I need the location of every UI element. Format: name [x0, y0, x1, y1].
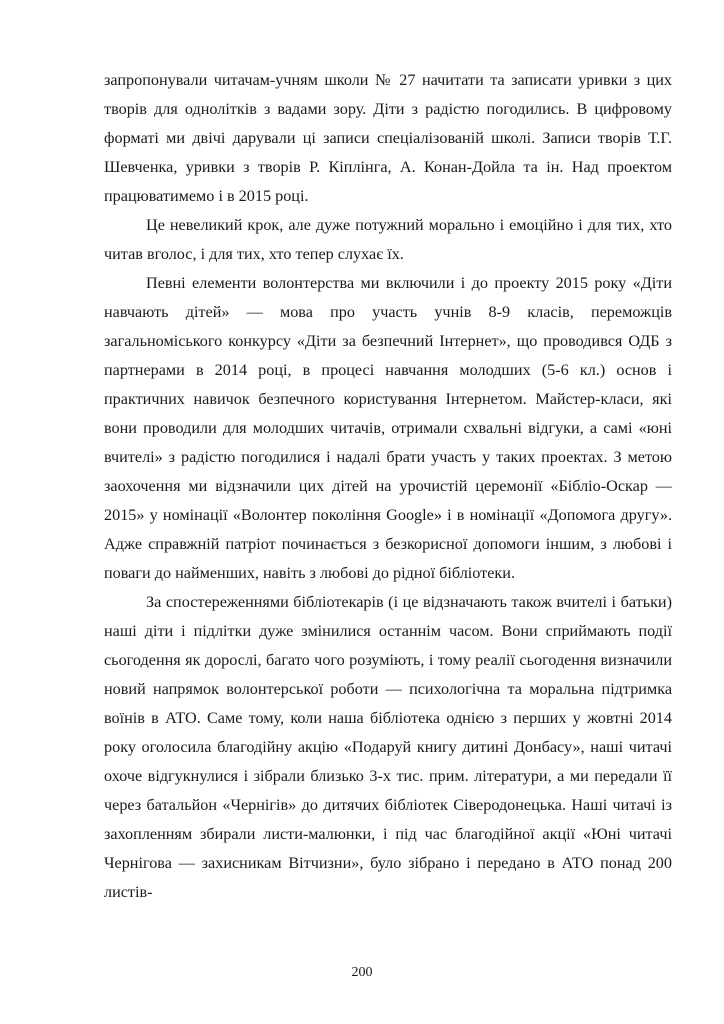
paragraph: Це невеликий крок, але дуже потужний морально і емоційно і для тих, хто читав вголос, і для тих, хто тепер слухає їх.	[104, 216, 672, 263]
document-page	[104, 66, 672, 907]
paragraph-continued: запропонували читачам-учням школи № 27 начитати та записати уривки з цих творів для однолітків з вадами зору. Діти з радістю погодились. В цифровому форматі ми двічі дарували ці записи спеціалізованій школі. Записи творів Т.Г. Шевченка, уривки з творів Р. Кіплінга, А. Конан-Дойла та ін. Над проектом працюватимемо і в 2015 році.	[104, 71, 672, 205]
paragraph: За спостереженнями бібліотекарів (і це відзначають також вчителі і батьки) наші діти і підлітки дуже змінилися останнім часом. Вони сприймають події сьогодення як дорослі, багато чого розуміють, і тому реалії сьогодення визначили новий напрямок волонтерської роботи — психологічна та моральна підтримка воїнів в АТО. Саме тому, коли наша бібліотека однією з перших у жовтні 2014 року оголосила благодійну акцію «Подаруй книгу дитині Донбасу», наші читачі охоче відгукнулися і зібрали близько 3-х тис. прим. літератури, а ми передали її через батальйон «Чернігів» до дитячих бібліотек Сіверодонецька. Наші читачі із захопленням збирали листи-малюнки, і під час благодійної акції «Юні читачі Чернігова — захисникам Вітчизни», було зібрано і передано в АТО понад 200 листів-	[104, 593, 672, 901]
page-number: 200	[351, 965, 373, 980]
paragraph: Певні елементи волонтерства ми включили і до проекту 2015 року «Діти навчають дітей» — мова про участь учнів 8-9 класів, переможців загальноміського конкурсу «Діти за безпечний Інтернет», що проводився ОДБ з партнерами в 2014 році, в процесі навчання молодших (5-6 кл.) основ і практичних навичок безпечного користування Інтернетом. Майстер-класи, які вони проводили для молодших читачів, отримали схвальні відгуки, а самі «юні вчителі» з радістю погодилися і надалі брати участь у таких проектах. З метою заохочення ми відзначили цих дітей на урочистій церемонії «Бібліо-Оскар — 2015» у номінації «Волонтер покоління Google» і в номінації «Допомога другу». Адже справжній патріот починається з безкорисної допомоги іншим, з любові і поваги до найменших, навіть з любові до рідної бібліотеки.	[104, 274, 672, 582]
